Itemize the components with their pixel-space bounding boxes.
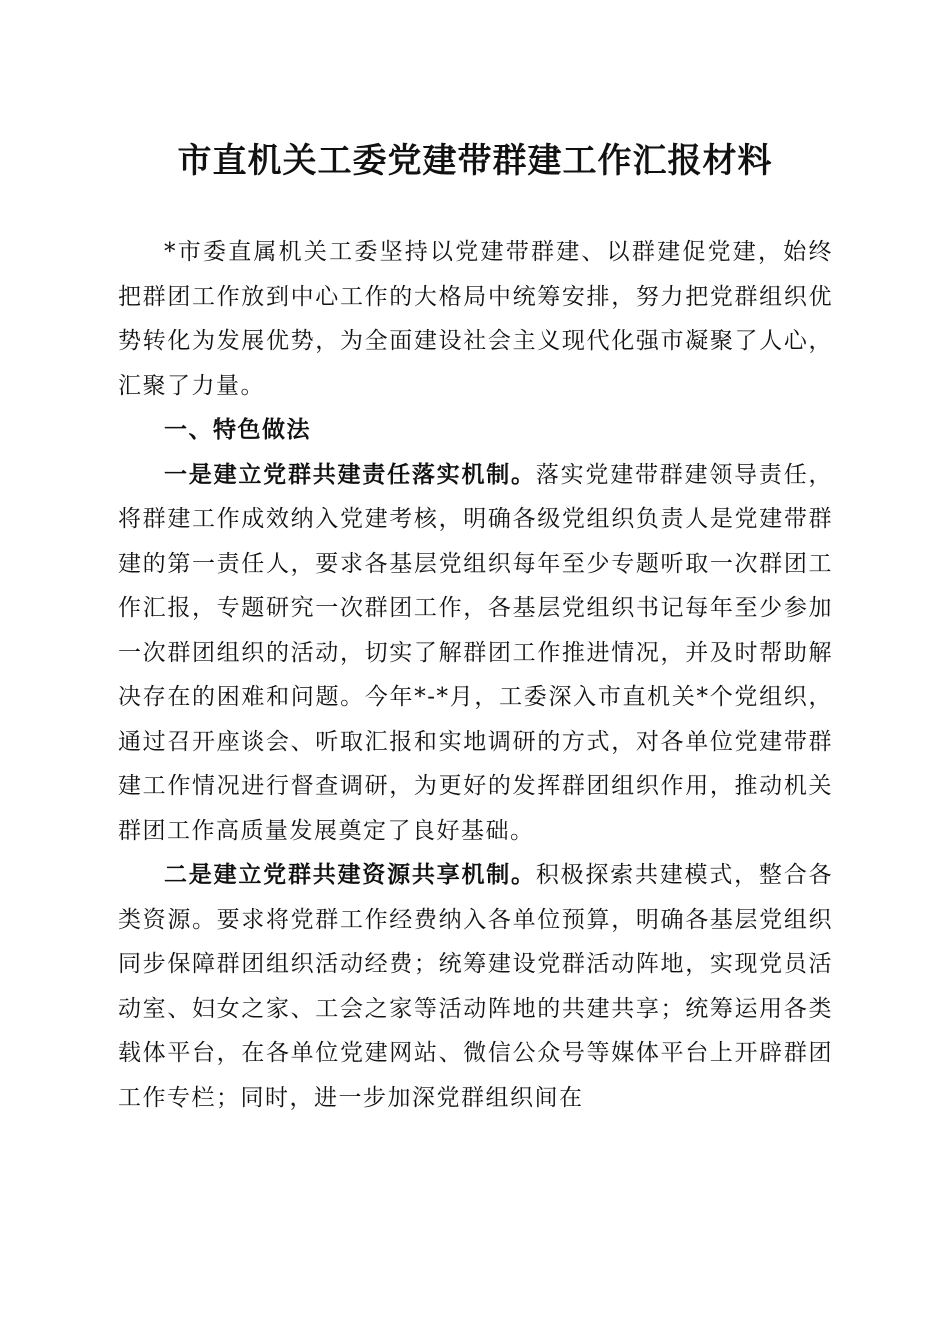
intro-paragraph: *市委直属机关工委坚持以党建带群建、以群建促党建，始终把群团工作放到中心工作的大格局中统筹安排，努力把党群组织优势转化为发展优势，为全面建设社会主义现代化强市凝聚了人心，汇聚了力量。 <box>118 239 833 399</box>
section-heading: 一、特色做法 <box>164 417 311 443</box>
item-1-paragraph <box>118 453 833 854</box>
document-body <box>118 230 833 1120</box>
item-2-lead: 二是建立党群共建资源共享机制。 <box>164 861 536 888</box>
item-1-text: 落实党建带群建领导责任，将群建工作成效纳入党建考核，明确各级党组织负责人是党建带群建的第一责任人，要求各基层党组织每年至少专题听取一次群团工作汇报，专题研究一次群团工作，各基层党组织书记每年至少参加一次群团组织的活动，切实了解群团工作推进情况，并及时帮助解决存在的困难和问题。今年*-*月，工委深入市直机关*个党组织，通过召开座谈会、听取汇报和实地调研的方式，对各单位党建带群建工作情况进行督查调研，为更好的发挥群团组织作用，推动机关群团工作高质量发展奠定了良好基础。 <box>118 461 834 844</box>
item-2-paragraph <box>118 853 833 1120</box>
document-title: 市直机关工委党建带群建工作汇报材料 <box>177 141 773 181</box>
item-1-lead: 一是建立党群共建责任落实机制。 <box>164 460 536 488</box>
item-2-text: 积极探索共建模式，整合各类资源。要求将党群工作经费纳入各单位预算，明确各基层党组织同步保障群团组织活动经费；统筹建设党群活动阵地，实现党员活动室、妇女之家、工会之家等活动阵地的共建共享；统筹运用各类载体平台，在各单位党建网站、微信公众号等媒体平台上开辟群团工作专栏；同时，进一步加深党群组织间在 <box>118 862 834 1111</box>
